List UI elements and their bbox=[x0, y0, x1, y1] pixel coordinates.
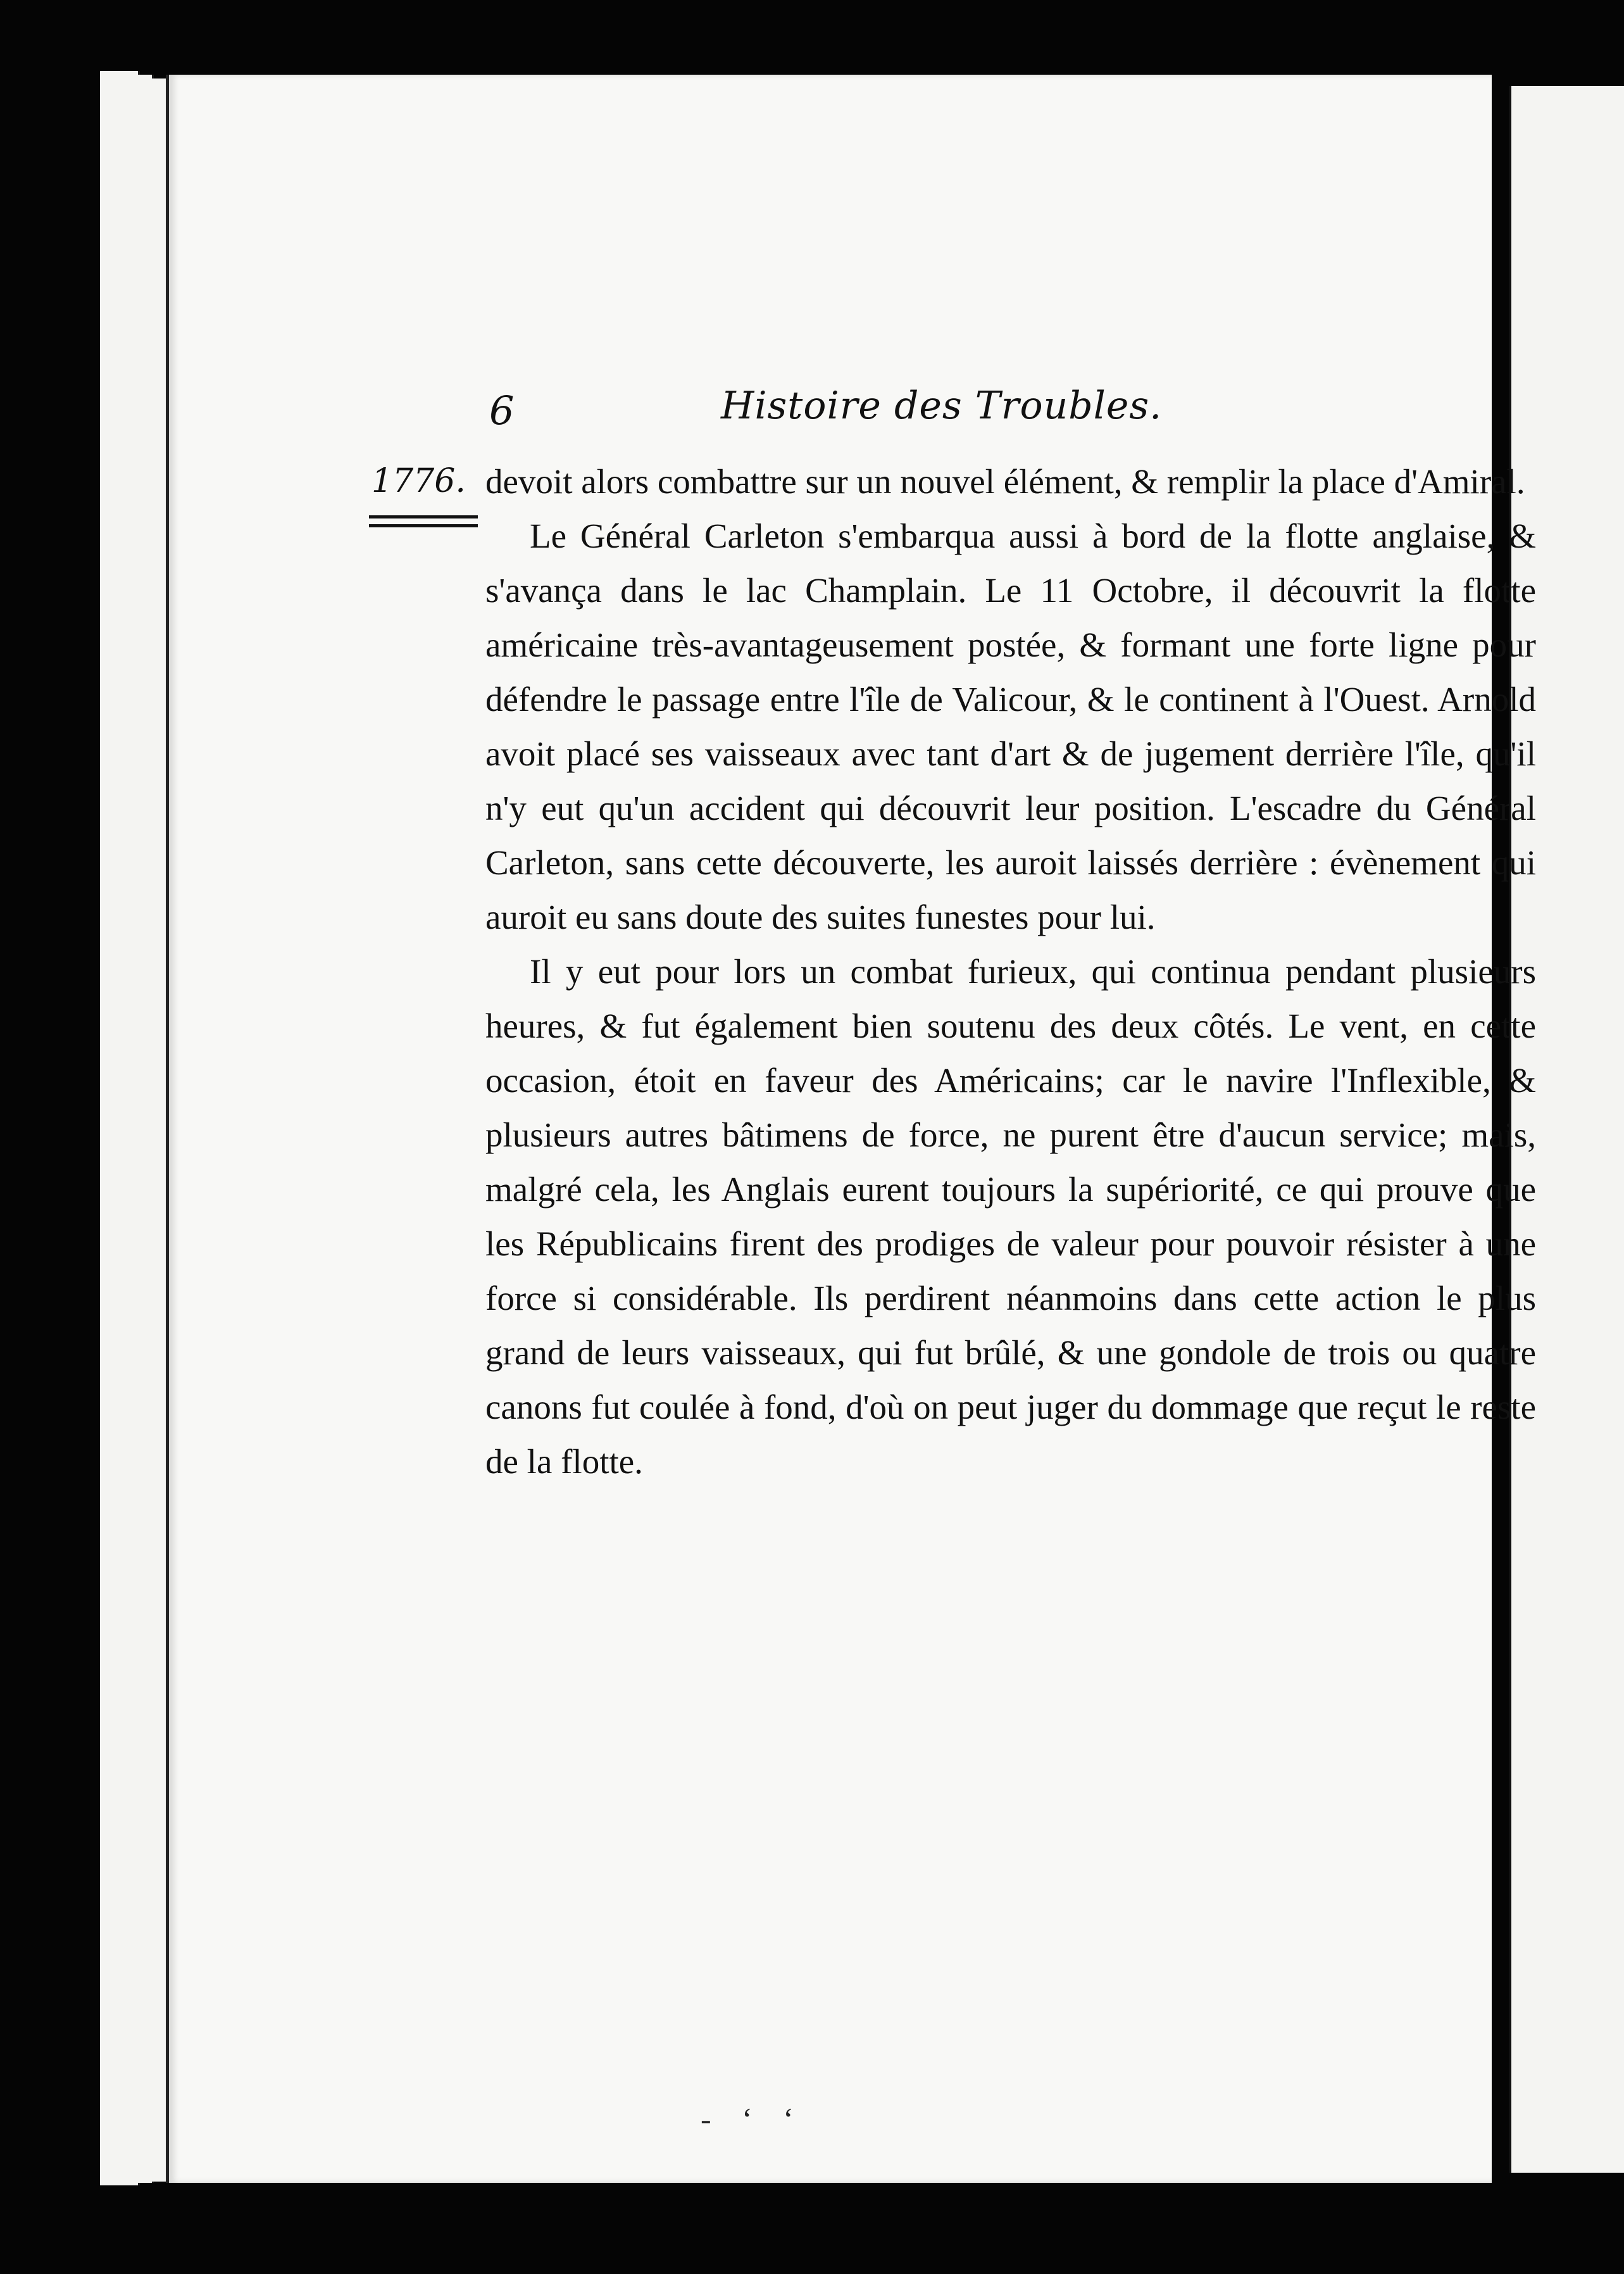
footer-marks: - ‘ ‘ bbox=[701, 2101, 805, 2137]
book-page bbox=[166, 75, 1536, 2183]
margin-rule bbox=[369, 524, 478, 527]
page-number: 6 bbox=[489, 387, 515, 434]
body-text bbox=[485, 455, 1536, 1489]
running-title: Histoire des Troubles. bbox=[721, 384, 1163, 428]
margin-year-note: 1776. bbox=[372, 462, 466, 500]
margin-rule bbox=[369, 515, 478, 518]
paragraph-continuation: devoit alors combattre sur un nouvel élément, & remplir la place d'Amiral. bbox=[485, 462, 1525, 501]
running-head bbox=[169, 377, 1492, 453]
paragraph-combat: Il y eut pour lors un combat furieux, qui continua pendant plusieurs heures, & fut également bien soutenu des deux côtés. Le vent, en cette occasion, étoit en faveur des Américains; car le navire l'Inflexible, & plusieurs autres bâtimens de force, ne purent être d'aucun service; mais, malgré cela, les Anglais eurent toujours la supériorité, ce qui prouve que les Républicains firent des prodiges de valeur pour pouvoir résister à une force si considérable. Ils perdirent néanmoins dans cette action le plus grand de leurs vaisseaux, qui fut brûlé, & une gondole de trois ou quatre canons fut coulée à fond, d'où on peut juger du dommage que reçut le reste de la flotte. bbox=[485, 952, 1536, 1481]
paragraph-carleton-embarks: Le Général Carleton s'embarqua aussi à bord de la flotte anglaise, & s'avança dans le lac Champlain. Le 11 Octobre, il découvrit la flotte américaine très-avantageusement postée, & formant une forte ligne pour défendre le passage entre l'île de Valicour, & le continent à l'Ouest. Arnold avoit placé ses vaisseaux avec tant d'art & de jugement derrière l'île, qu'il n'y eut qu'un accident qui découvrit leur position. L'escadre du Général Carleton, sans cette découverte, les auroit laissés derrière : évènement qui auroit eu sans doute des suites funestes pour lui. bbox=[485, 517, 1536, 936]
